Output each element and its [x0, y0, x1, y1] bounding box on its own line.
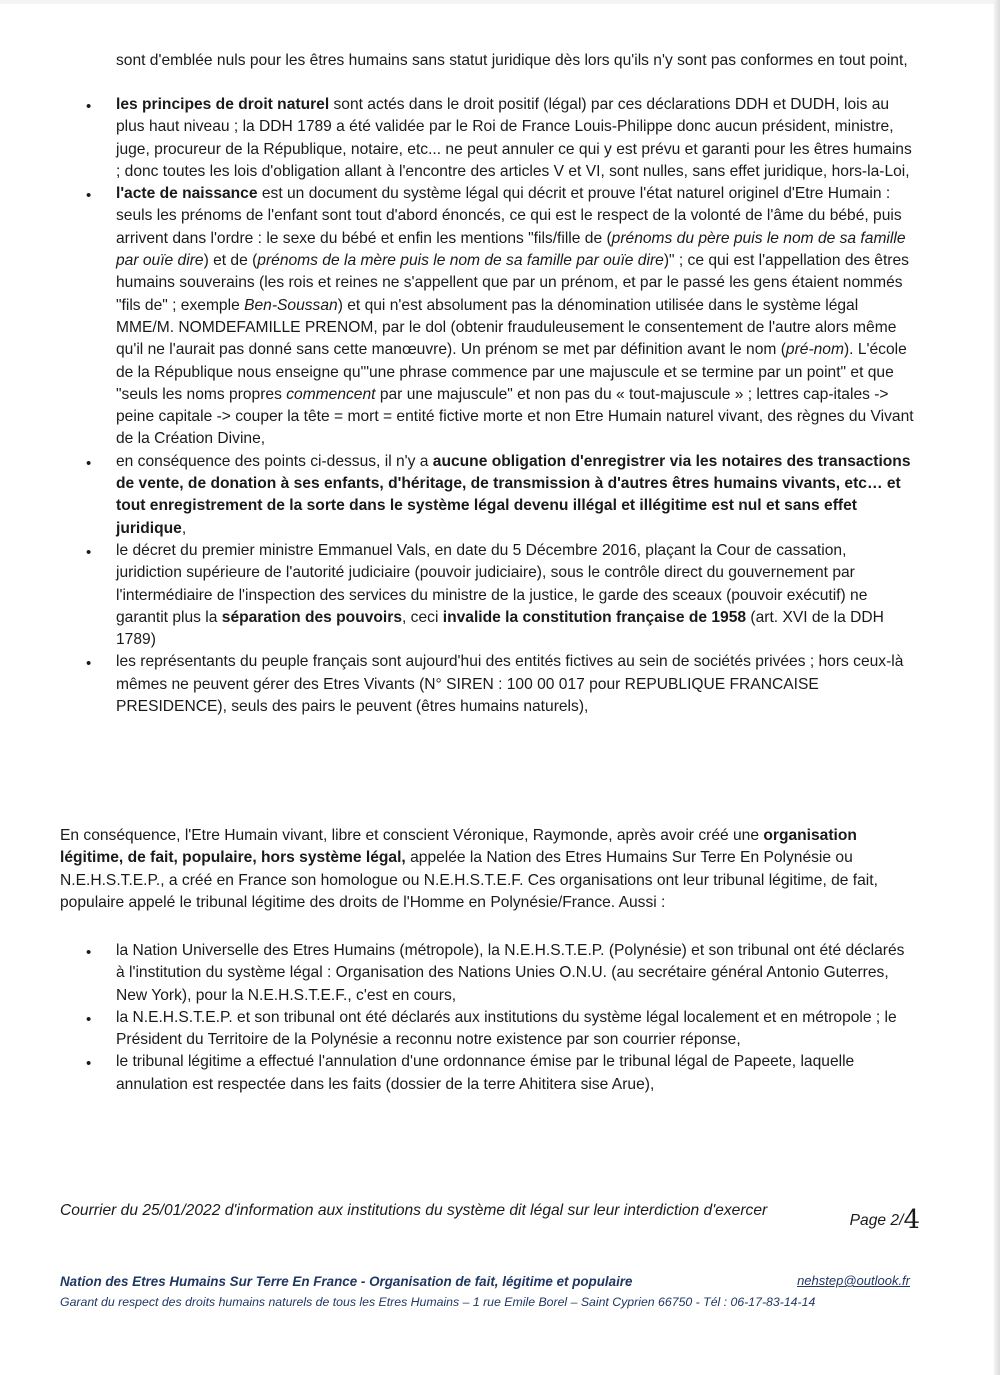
page-label: Page	[849, 1212, 887, 1229]
italic-phrase: commencent	[286, 385, 376, 403]
italic-phrase: prénoms de la mère puis le nom de sa famille par ouïe dire	[257, 252, 664, 270]
list-item	[86, 940, 916, 1007]
bold-phrase: invalide la constitution française de 1958	[442, 608, 747, 626]
list-item-text: le décret du premier ministre Emmanuel Vals, en date du 5 Décembre 2016, plaçant la Cour de cassation, juridiction supérieure de l'autorité judiciaire (pouvoir judiciaire), sous le contrôle direct du gouvernement par l'intermédiaire de l'inspection des services du ministre de la justice, le garde des sceaux (pouvoir exécutif) ne garantit plus la	[116, 541, 868, 626]
bullet-icon: •	[86, 454, 92, 472]
courrier-footer	[60, 1202, 920, 1235]
list-item	[86, 1007, 916, 1052]
list-item-text: sont actés dans le droit positif (légal) par ces déclarations DDH et DUDH, lois au plus haut niveau ; la DDH 1789 a été validée par le Roi de France Louis-Philippe donc aucun président, ministre, juge, procureur de la République, notaire, etc... ne peut annuler ce qui y est prévu et garanti pour les êtres humains ; donc toutes les lois d'obligation allant à l'encontre des articles V et VI, sont nulles, sans effet juridique, hors-la-Loi,	[116, 96, 912, 180]
contact-email-link[interactable]: nehstep@outlook.fr	[797, 1273, 910, 1288]
list-item-text: en conséquence des points ci-dessus, il n'y a	[116, 452, 433, 470]
list-item-text: est un document du système légal qui décrit et prouve l'état naturel originel d'Etre Humain : seuls les prénoms de l'enfant sont tout d'abord énoncés, ce qui est le respect de la volonté de l'âme du bébé, puis arrivent dans l'ordre : le sexe du bébé et enfin les mentions "fils/fille de (	[116, 185, 902, 247]
list-item-text: ). L'école de la République nous enseigne qu'"une phrase commence par une majuscule et se termine par un point" et que "seuls les noms propres	[116, 341, 907, 403]
bold-phrase: les principes de droit naturel	[116, 96, 330, 113]
italic-phrase: prénoms du père puis le nom de sa famille par ouïe dire	[116, 229, 906, 270]
list-item-text: ) et de (	[203, 252, 258, 270]
bullet-list-principles	[86, 94, 916, 718]
bullet-icon: •	[86, 98, 92, 115]
bullet-icon: •	[86, 543, 92, 561]
page-separator: /	[899, 1212, 904, 1229]
list-item-text: )" ; ce qui est l'appellation des êtres humains souverains (les rois et reines ne s'appellent que par un prénom, et par le passé les gens étaient nommés "fils de" ; exemple	[116, 252, 909, 314]
paragraph-text: appelée la Nation des Etres Humains Sur Terre En Polynésie ou N.E.H.S.T.E.P., a créé en France son homologue ou N.E.H.S.T.E.F. Ces organisations ont leur tribunal légitime, de fait, populaire appelé le tribunal légitime des droits de l'Homme en Polynésie/France. Aussi :	[60, 849, 878, 911]
list-item-text: la Nation Universelle des Etres Humains (métropole), la N.E.H.S.T.E.P. (Polynésie) et son tribunal ont été déclarés à l'institution du système légal : Organisation des Nations Unies O.N.U. (au secrétaire général Antonio Guterres, New York), pour la N.E.H.S.T.E.F., c'est en cours,	[116, 942, 905, 1004]
list-item-text: (art. XVI de la DDH 1789)	[116, 608, 884, 649]
bold-phrase: séparation des pouvoirs	[221, 608, 403, 626]
scan-edge-right	[994, 0, 1000, 1375]
bold-phrase: organisation légitime, de fait, populaire, hors système légal,	[60, 827, 857, 867]
list-item	[86, 451, 916, 540]
bullet-list-declarations	[86, 940, 916, 1096]
bullet-icon: •	[86, 1055, 92, 1073]
bold-phrase: l'acte de naissance	[116, 185, 258, 203]
list-item-text: par une majuscule" et non pas du « tout-majuscule » ; lettres cap-itales -> peine capitale -> couper la tête = mort = entité fictive morte et non Etre Humain naturel vivant, des règnes du Vivant de la Création Divine,	[116, 385, 914, 448]
page-current: 2	[890, 1212, 900, 1229]
bullet-icon: •	[86, 655, 92, 673]
conclusion-paragraph	[60, 825, 910, 914]
list-item	[86, 1051, 916, 1096]
scan-edge-top	[0, 0, 1000, 4]
bullet-icon: •	[86, 944, 92, 961]
italic-phrase: Ben-Soussan	[244, 296, 338, 314]
page-total-handwritten: 4	[903, 1205, 920, 1235]
list-item-text: ) et qui n'est absolument pas la dénomination utilisée dans le système légal MME/M. NOMDEFAMILLE PRENOM, par le dol (obtenir frauduleusement le consentement de l'autre alors même qu'il ne l'aurait pas donné sans cette manœuvre). Un prénom se met par définition avant le nom (	[116, 296, 897, 359]
italic-phrase: pré-nom	[785, 341, 844, 359]
list-item-text: le tribunal légitime a effectué l'annulation d'une ordonnance émise par le tribunal légal de Papeete, laquelle annulation est respectée dans les faits (dossier de la terre Ahititera sise Arue),	[116, 1053, 855, 1093]
list-item-text: la N.E.H.S.T.E.P. et son tribunal ont été déclarés aux institutions du système légal localement et en métropole ; le Président du Territoire de la Polynésie a reconnu notre existence par son courrier réponse,	[116, 1008, 897, 1049]
courrier-reference: Courrier du 25/01/2022 d'information aux institutions du système dit légal sur leur interdiction d'exercer	[60, 1202, 768, 1219]
list-item	[86, 183, 916, 451]
list-item-text: , ceci	[402, 608, 443, 626]
bullet-icon: •	[86, 187, 92, 205]
page-number	[849, 1202, 920, 1235]
organization-name: Nation des Etres Humains Sur Terre En France - Organisation de fait, légitime et populaire	[60, 1274, 633, 1289]
list-item	[86, 651, 916, 718]
list-item	[86, 540, 916, 651]
list-item-text: les représentants du peuple français sont aujourd'hui des entités fictives au sein de sociétés privées ; hors ceux-là mêmes ne peuvent gérer des Etres Vivants (N° SIREN : 100 00 017 pour REPUBLIQUE FRANCAISE PRESIDENCE), seuls des pairs le peuvent (êtres humains naturels),	[116, 653, 904, 716]
bullet-icon: •	[86, 1010, 92, 1028]
bold-phrase: aucune obligation d'enregistrer via les notaires des transactions de vente, de donation à ses enfants, d'héritage, de transmission à d'autres êtres humains vivants, etc… et tout enregistrement de la sorte dans le système légal devenu illégal et illégitime est nul et sans effet juridique	[116, 452, 911, 537]
organization-address: Garant du respect des droits humains naturels de tous les Etres Humains – 1 rue Emile Borel – Saint Cyprien 66750 - Tél : 06-17-83-14-14	[60, 1295, 816, 1309]
paragraph-text: En conséquence, l'Etre Humain vivant, libre et conscient Véronique, Raymonde, après avoir créé une	[60, 827, 764, 844]
list-item-text: ,	[181, 519, 187, 537]
continuation-text: sont d'emblée nuls pour les êtres humains sans statut juridique dès lors qu'ils n'y sont pas conformes en tout point,	[116, 52, 908, 69]
list-item	[86, 94, 916, 183]
